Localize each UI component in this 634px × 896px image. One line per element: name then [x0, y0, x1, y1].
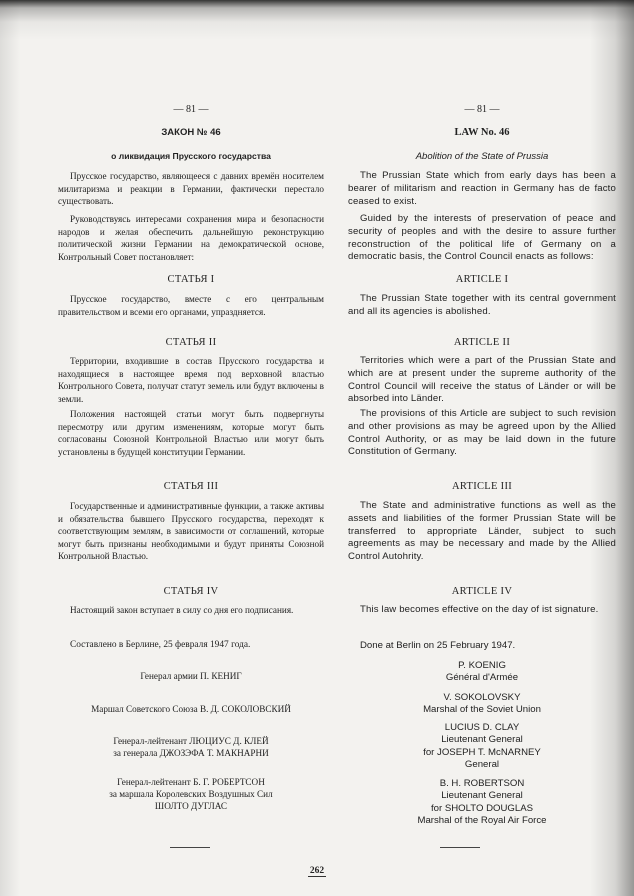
article-heading: ARTICLE III — [451, 481, 513, 492]
article-paragraph: Территории, входившие в состав Прусского государства и находящиеся в настоящее время под верховной властью Контрольного Совета, получат статут земель или будут включены в земли. — [58, 356, 324, 404]
footer-page-number-text: 262 — [309, 866, 325, 876]
preamble-paragraph: Руководствуясь интересами сохранения мира и безопасности народов и желая обеспечить дальнейшую реконструкцию политической жизни Германии на демократической основе, Контрольный Совет постановляет: — [58, 214, 324, 262]
signature-line: LUCIUS D. CLAY — [444, 722, 520, 733]
signature-line: Lieutenant General — [441, 734, 523, 746]
signature-block — [58, 670, 324, 682]
article-paragraph: The State and administrative functions as well as the assets and liabilities of the former Prussian State will be transferred to appropriate Länder, subject to such agreements as may be necessary and made by the Allied Control Autohrity. — [348, 500, 616, 563]
signature-block — [348, 722, 616, 772]
divider — [440, 847, 480, 848]
signature-line: P. KOENIG — [458, 660, 506, 671]
signature-line: Marshal of the Royal Air Force — [417, 815, 547, 827]
done-at: Done at Berlin on 25 February 1947. — [360, 640, 516, 651]
done-at: Составлено в Берлине, 25 февраля 1947 года. — [70, 640, 251, 650]
article-paragraph: Настоящий закон вступает в силу со дня его подписания. — [70, 605, 294, 615]
signature-line: for SHOLTO DOUGLAS — [430, 802, 533, 814]
signature-line: за маршала Королевских Воздушных Сил — [109, 789, 273, 799]
article-paragraph: Прусское государство, вместе с его центральным правительством и всеми его органами, упраздняется. — [58, 294, 324, 317]
article-heading: ARTICLE I — [455, 274, 509, 285]
signature-block — [348, 692, 616, 717]
law-title: LAW No. 46 — [454, 127, 510, 138]
article-heading: ARTICLE IV — [451, 586, 513, 597]
signature-line: Marshal of the Soviet Union — [423, 704, 541, 716]
signature-line: Lieutenant General — [441, 790, 523, 802]
signature-line: Генерал-лейтенант ЛЮЦИУС Д. КЛЕЙ — [113, 736, 269, 746]
signature-block — [58, 776, 324, 812]
signature-block — [58, 703, 324, 715]
preamble-paragraph: The Prussian State which from early days has been a bearer of militarism and reaction in Germany has de facto ceased to exist. — [348, 170, 616, 207]
preamble-paragraph: Guided by the interests of preservation of peace and security of peoples and with the desire to assure further reconstruction of the political life of Germany on a democratic basis, the Control Council enacts as follows: — [348, 213, 616, 263]
article-paragraph: Государственные и административные функции, а также активы и обязательства бывшего Прусского государства, переходят к соответствующим землям, в зависимости от соглашений, которые могут быть признаны необходимыми и будут приняты Союзной Контрольной Властью. — [58, 501, 324, 562]
article-heading: СТАТЬЯ II — [165, 337, 217, 348]
signature-line: for JOSEPH T. McNARNEY — [423, 746, 541, 758]
signature-block — [58, 735, 324, 759]
page-number: — 81 — — [464, 104, 500, 115]
signature-block — [348, 778, 616, 828]
footer-page-number — [0, 866, 634, 876]
article-paragraph: Положения настоящей статьи могут быть подвергнуты пересмотру или другим изменениям, которые могут быть согласованы Союзной Контрольной Властью или могут быть установлены в будущей конституции Германии. — [58, 409, 324, 457]
signature-line: General — [464, 759, 500, 771]
signature-line: V. SOKOLOVSKY — [443, 692, 521, 703]
law-subtitle: Abolition of the State of Prussia — [415, 151, 549, 162]
divider — [170, 847, 210, 848]
signature-line: Маршал Советского Союза В. Д. СОКОЛОВСКИЙ — [91, 704, 291, 714]
article-paragraph: Territories which were a part of the Prussian State and which are at present under the supreme authority of the Control Council will receive the status of Länder or will be absorbed into Länder. — [348, 355, 616, 405]
article-heading: СТАТЬЯ IV — [163, 586, 219, 597]
article-paragraph: The provisions of this Article are subject to such revision and other provisions as may be agreed upon by the Allied Control Authority, or as may be laid down in the future Constitution of Germany. — [348, 408, 616, 458]
article-paragraph: This law becomes effective on the day of ist signature. — [360, 604, 599, 615]
signature-line: за генерала ДЖОЗЭФА Т. МАКНАРНИ — [113, 748, 269, 758]
article-heading: ARTICLE II — [453, 337, 511, 348]
law-title: ЗАКОН № 46 — [161, 127, 221, 138]
page-number: — 81 — — [173, 104, 209, 115]
signature-line: B. H. ROBERTSON — [439, 778, 525, 789]
signature-block — [348, 660, 616, 685]
signature-line: Général d'Armée — [445, 672, 519, 684]
article-heading: СТАТЬЯ III — [163, 481, 219, 492]
signature-line: Генерал армии П. КЕНИГ — [140, 671, 242, 681]
signature-line: ШОЛТО ДУГЛАС — [154, 801, 228, 811]
preamble-paragraph: Прусское государство, являющееся с давних времён носителем милитаризма и реакции в Германии, фактически перестало существовать. — [58, 171, 324, 207]
signature-line: Генерал-лейтенант Б. Г. РОБЕРТСОН — [117, 777, 265, 787]
article-paragraph: The Prussian State together with its central government and all its agencies is abolished. — [348, 293, 616, 317]
law-subtitle: о ликвидация Прусского государства — [111, 151, 271, 161]
article-heading: СТАТЬЯ I — [167, 274, 215, 285]
